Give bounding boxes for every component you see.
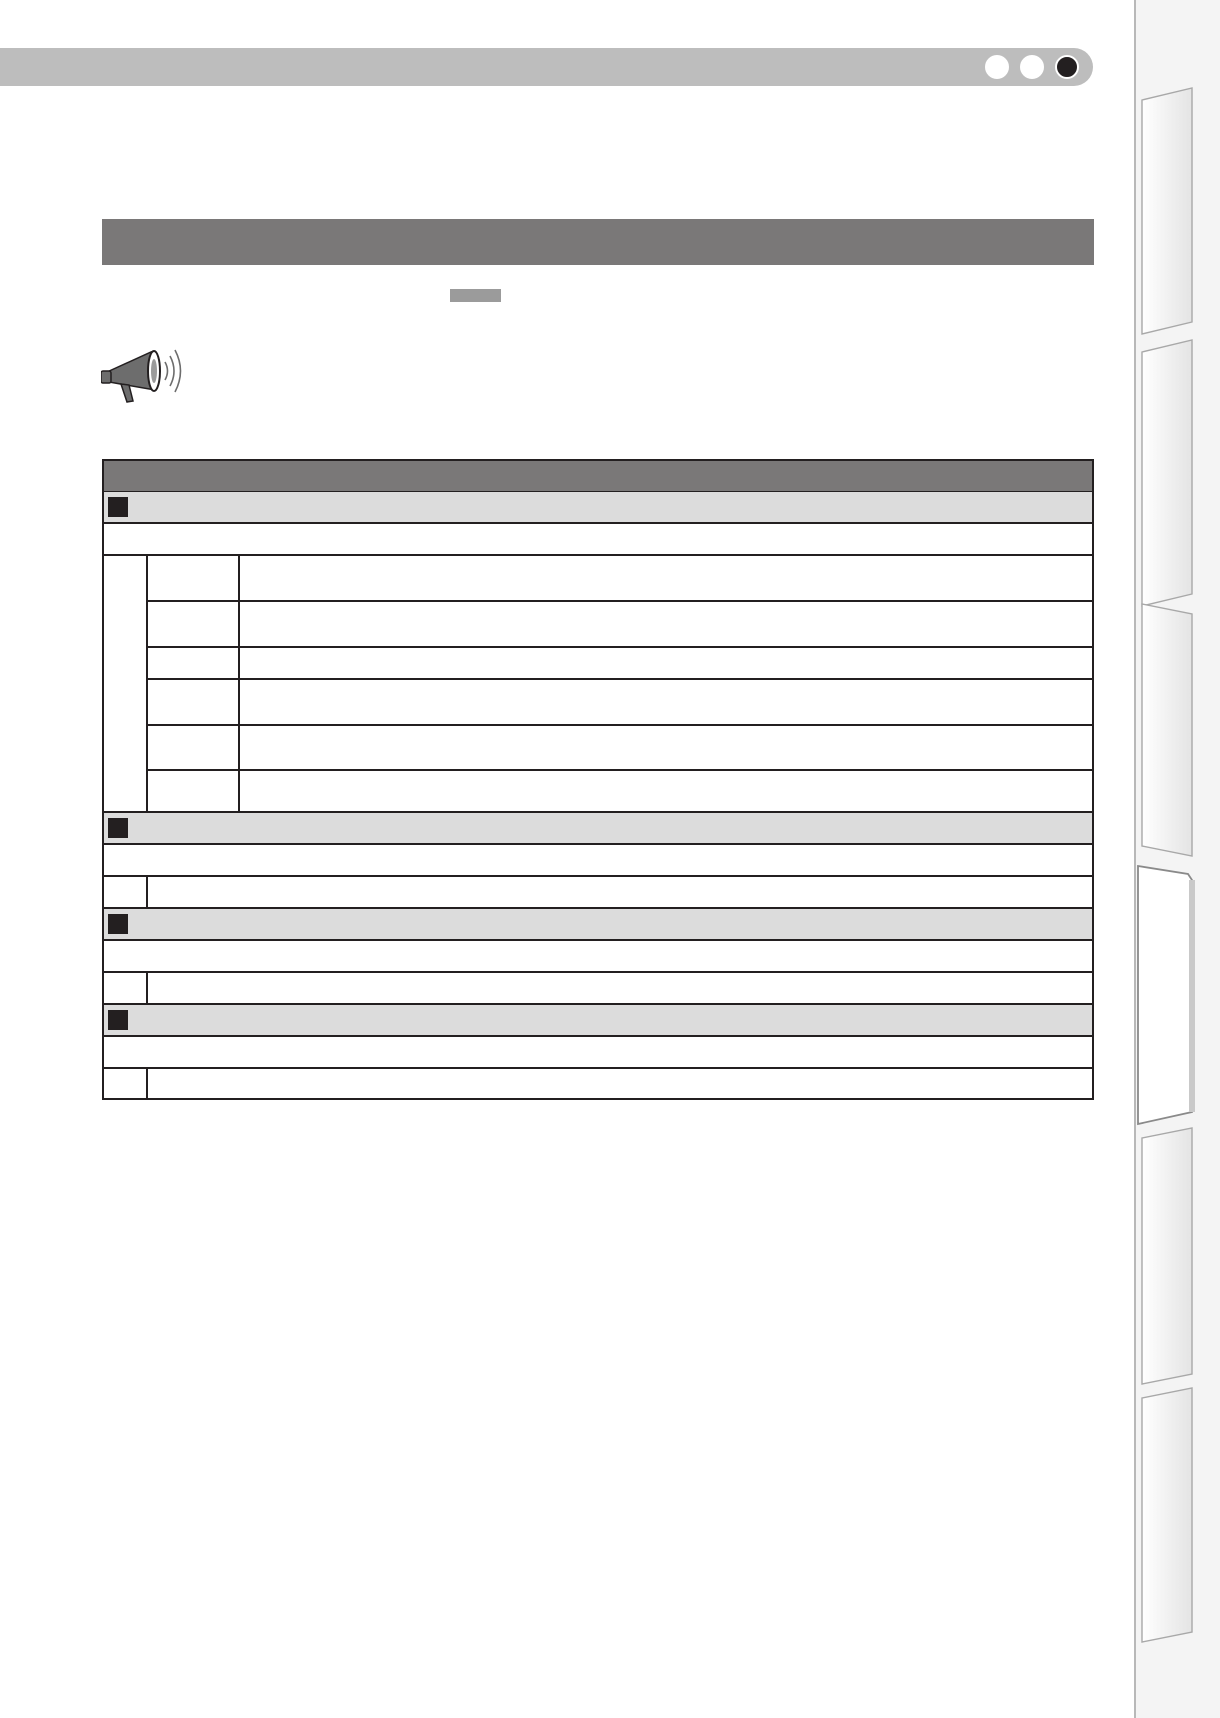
square-marker bbox=[108, 818, 128, 838]
column-divider bbox=[238, 556, 240, 813]
column-divider bbox=[146, 556, 148, 813]
step-indicator bbox=[985, 55, 1079, 79]
table-item-group bbox=[104, 556, 1092, 813]
table-subheader-row bbox=[104, 941, 1092, 973]
section-title-bar bbox=[102, 219, 1094, 265]
table-subheader-row bbox=[104, 845, 1092, 877]
table-row-divider bbox=[146, 769, 1092, 771]
index-tab bbox=[1142, 1388, 1192, 1642]
index-tab bbox=[1142, 340, 1192, 606]
index-tab bbox=[1142, 604, 1192, 856]
table-row-divider bbox=[146, 600, 1092, 602]
step-dot bbox=[1020, 55, 1044, 79]
index-tab-active bbox=[1138, 866, 1192, 1124]
table-row bbox=[104, 877, 1092, 909]
index-tabs bbox=[1134, 0, 1220, 1718]
table-row bbox=[104, 1069, 1092, 1098]
table-row bbox=[104, 973, 1092, 1005]
table-header-row bbox=[104, 461, 1092, 492]
table-row-divider bbox=[146, 724, 1092, 726]
reference-chip bbox=[450, 289, 501, 302]
step-dot bbox=[985, 55, 1009, 79]
index-tab bbox=[1142, 88, 1192, 334]
square-marker bbox=[108, 1010, 128, 1030]
square-marker bbox=[108, 497, 128, 517]
column-divider bbox=[146, 1069, 148, 1098]
table-subheader-row bbox=[104, 1037, 1092, 1069]
table-row-divider bbox=[146, 678, 1092, 680]
table-subheader-row bbox=[104, 524, 1092, 556]
table-section-row bbox=[104, 909, 1092, 941]
square-marker bbox=[108, 914, 128, 934]
table-section-row bbox=[104, 492, 1092, 524]
header-bar bbox=[0, 48, 1093, 86]
table-section-row bbox=[104, 813, 1092, 845]
table-row-divider bbox=[146, 646, 1092, 648]
table-section-row bbox=[104, 1005, 1092, 1037]
index-tab bbox=[1142, 1128, 1192, 1384]
column-divider bbox=[146, 973, 148, 1003]
column-divider bbox=[146, 877, 148, 907]
step-dot-current bbox=[1055, 55, 1079, 79]
settings-table bbox=[102, 459, 1094, 1100]
megaphone-icon bbox=[101, 338, 187, 410]
